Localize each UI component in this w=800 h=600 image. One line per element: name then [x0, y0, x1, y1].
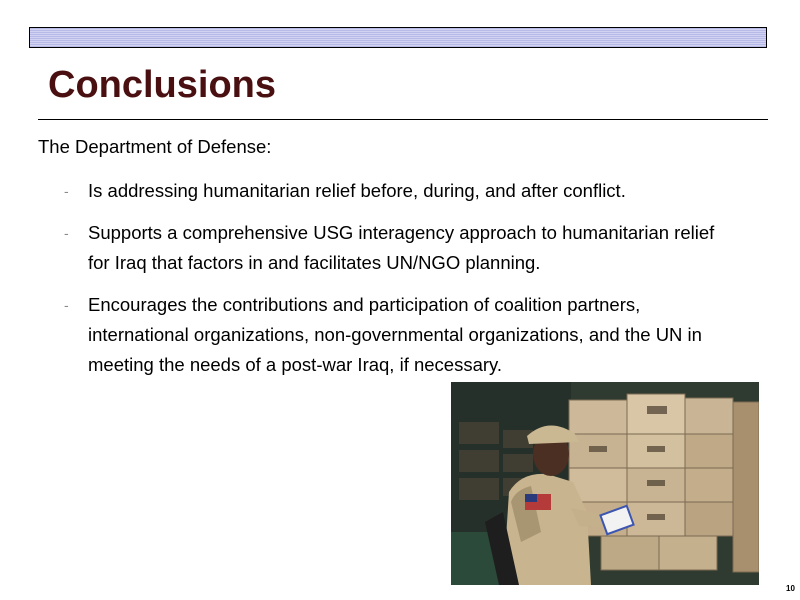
bullet-text: Is addressing humanitarian relief before, during, and after conflict.	[88, 180, 626, 201]
bullet-item	[64, 176, 724, 206]
page-number: 10	[786, 584, 795, 593]
title-divider	[38, 119, 768, 120]
bullet-text: Encourages the contributions and participation of coalition partners, international organizations, non-governmental organizations, and the UN in meeting the needs of a post-war Iraq, if necessary.	[88, 294, 702, 375]
intro-text: The Department of Defense:	[38, 136, 272, 157]
bullet-item	[64, 218, 724, 278]
slide-title: Conclusions	[48, 64, 277, 106]
header-decorative-bar	[29, 27, 767, 48]
soldier-supplies-photo	[451, 382, 759, 585]
bullet-item	[64, 290, 724, 380]
bullet-list	[64, 176, 724, 392]
dash-bullet-icon: -	[64, 225, 69, 241]
bullet-text: Supports a comprehensive USG interagency approach to humanitarian relief for Iraq that factors in and facilitates UN/NGO planning.	[88, 222, 715, 273]
dash-bullet-icon: -	[64, 183, 69, 199]
dash-bullet-icon: -	[64, 297, 69, 313]
